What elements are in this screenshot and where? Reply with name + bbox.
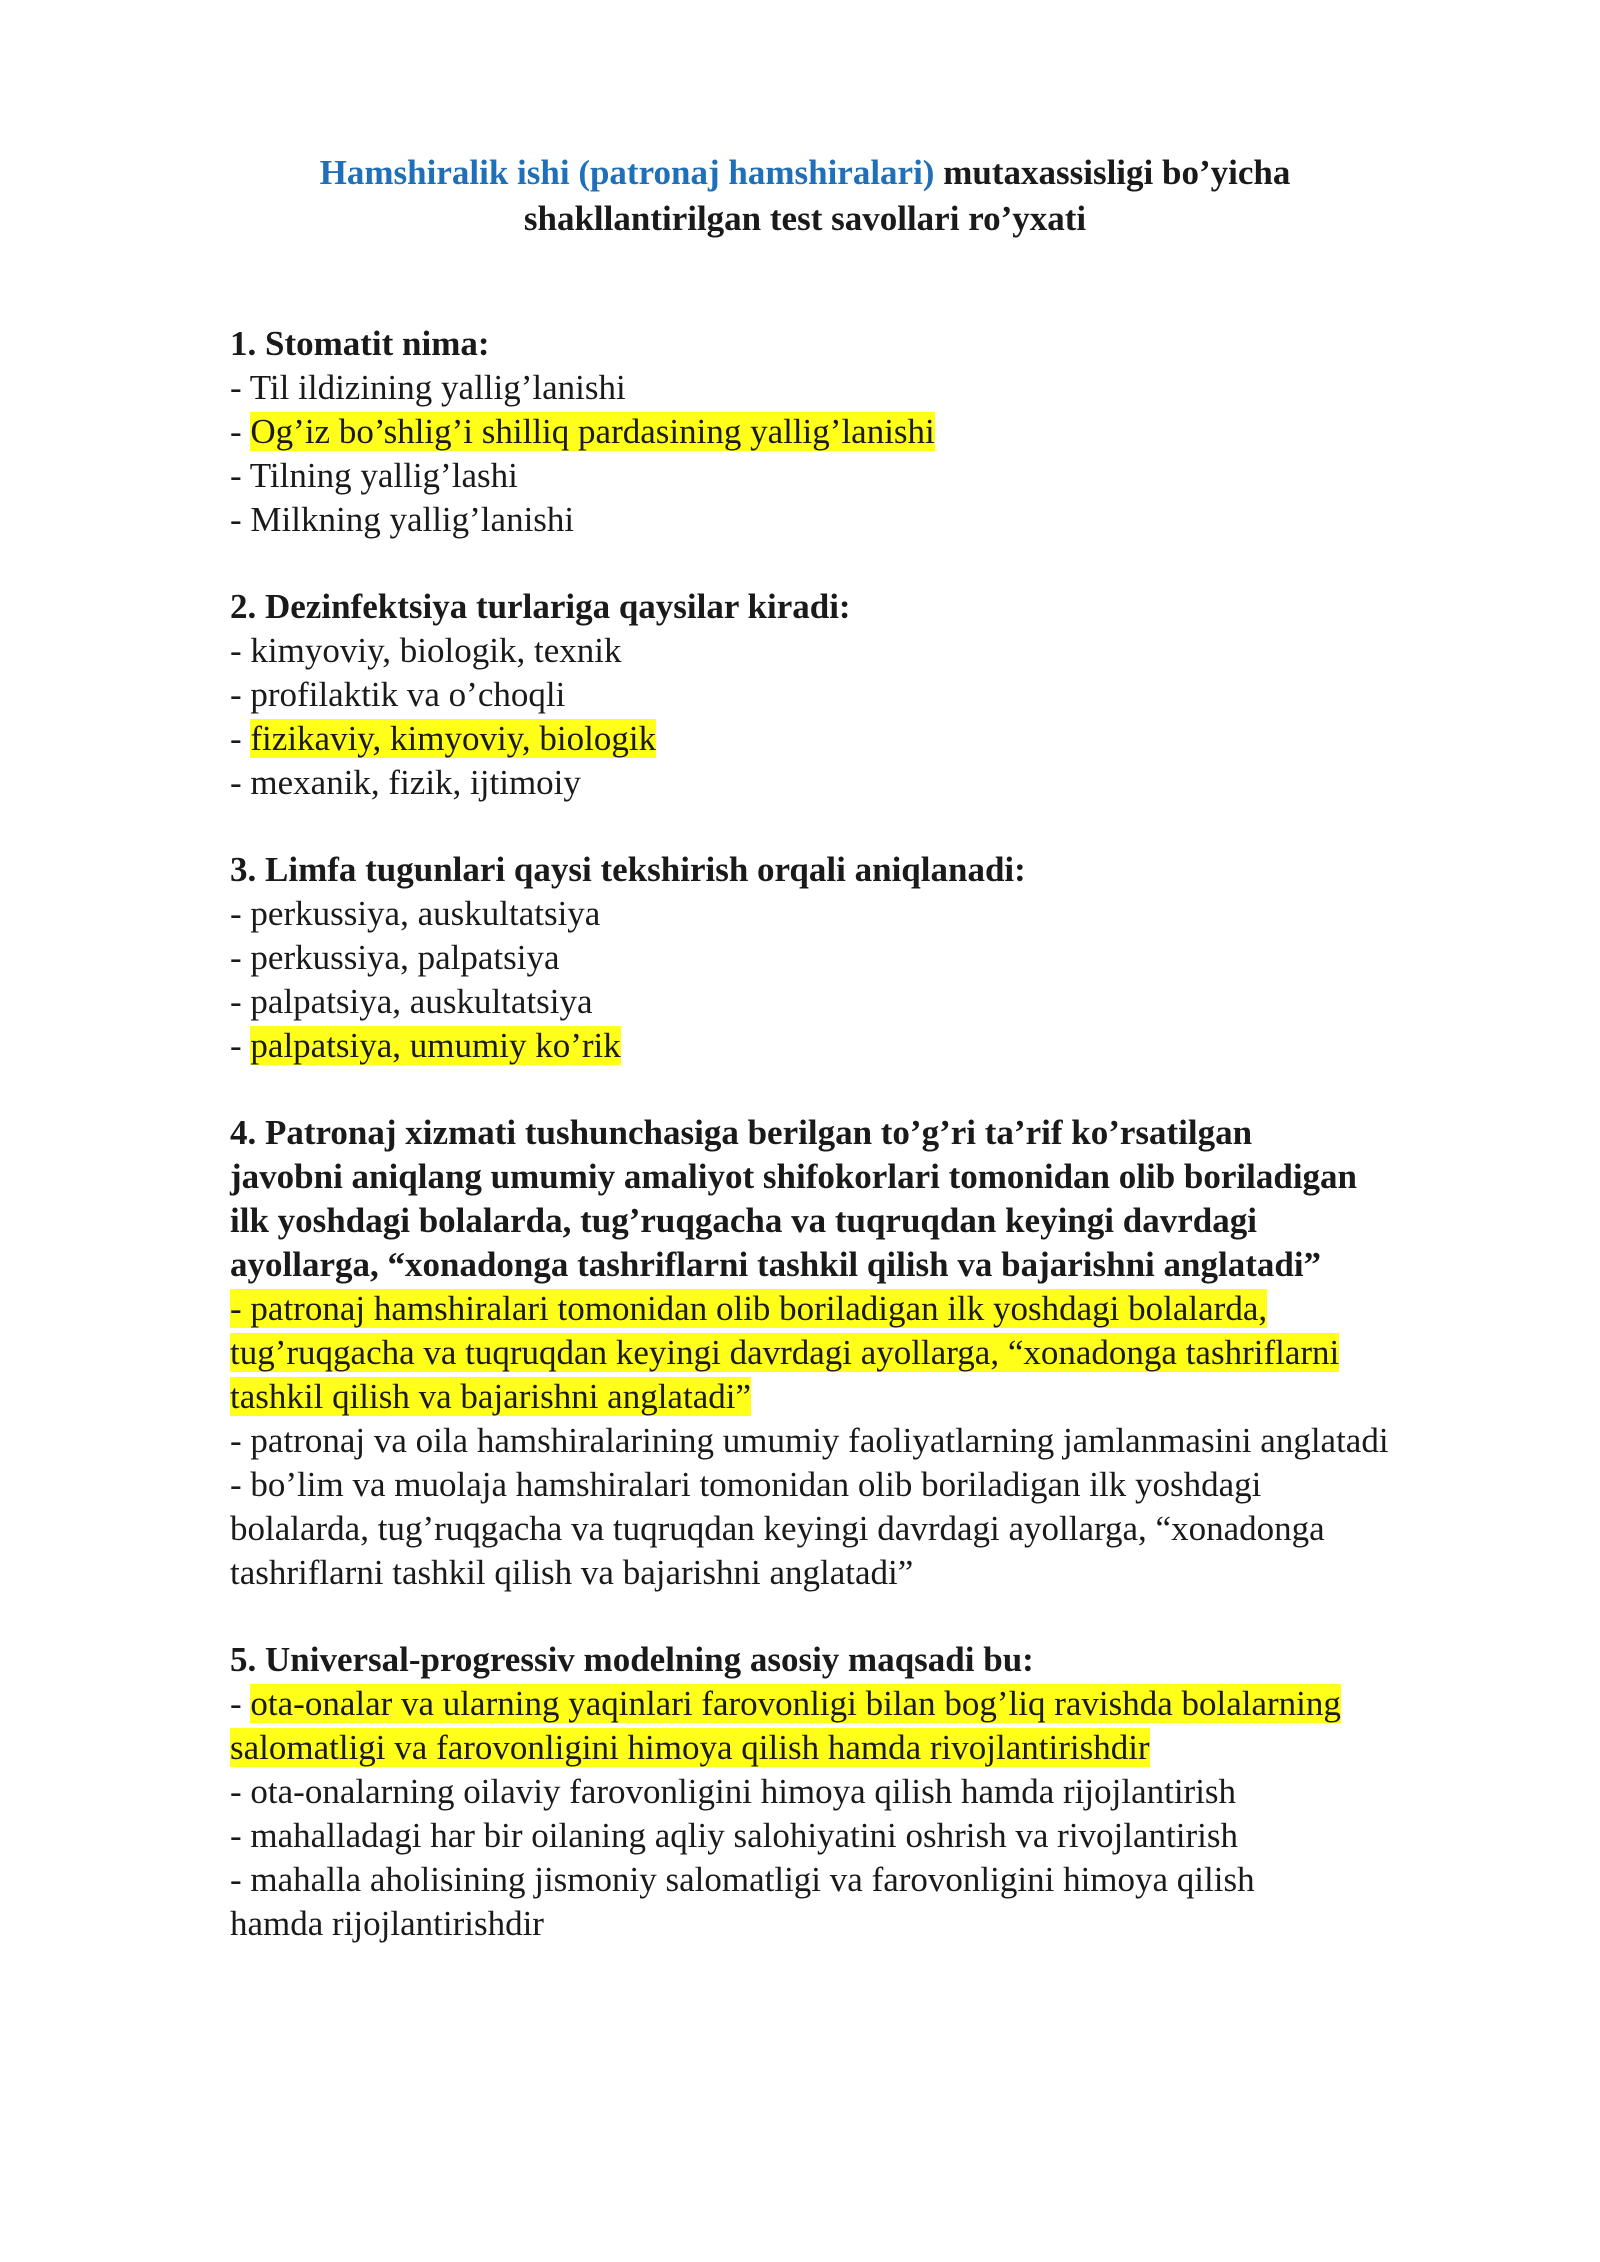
option-text-highlighted: tug’ruqgacha va tuqruqdan keyingi davrdagi ayollarga, “xonadonga tashriflarni (230, 1333, 1340, 1372)
question-2-option-a: - kimyoviy, biologik, texnik (230, 631, 622, 670)
question-4-option-c: - bo’lim va muolaja hamshiralari tomonidan olib boriladigan ilk yoshdagi bolalarda, tug’ruqgacha va tuqruqdan keyingi davrdagi ayollarga, “xonadonga tashriflarni tashkil qilish va bajarishni anglatadi” (230, 1465, 1325, 1592)
option-text-highlighted: palpatsiya, umumiy ko’rik (250, 1026, 621, 1065)
question-1-option-a: - Til ildizining yallig’lanishi (230, 368, 626, 407)
question-2-option-b: - profilaktik va o’choqli (230, 675, 566, 714)
question-5-option-c: - mahalladagi har bir oilaning aqliy salohiyatini oshrish va rivojlantirish (230, 1816, 1238, 1855)
question-4-option-b: - patronaj va oila hamshiralarining umumiy faoliyatlarning jamlanmasini anglatadi (230, 1421, 1389, 1460)
question-5-text: 5. Universal-progressiv modelning asosiy maqsadi bu: (230, 1640, 1034, 1679)
question-1-option-b-correct: - Og’iz bo’shlig’i shilliq pardasining yallig’lanishi (230, 412, 935, 451)
option-text-highlighted: - patronaj hamshiralari tomonidan olib boriladigan ilk yoshdagi bolalarda, (230, 1289, 1268, 1328)
option-text: kimyoviy, biologik, texnik (250, 631, 622, 670)
option-line: bo’lim va muolaja hamshiralari tomonidan olib boriladigan ilk yoshdagi (250, 1465, 1262, 1504)
question-3-text: 3. Limfa tugunlari qaysi tekshirish orqali aniqlanadi: (230, 850, 1026, 889)
question-3-option-c: - palpatsiya, auskultatsiya (230, 982, 593, 1021)
option-line: tashriflarni tashkil qilish va bajarishni anglatadi” (230, 1553, 914, 1592)
question-4-text-line: javobni aniqlang umumiy amaliyot shifokorlari tomonidan olib boriladigan (230, 1157, 1358, 1196)
question-4 (230, 1111, 1500, 1595)
option-line: patronaj hamshiralari tomonidan olib boriladigan ilk yoshdagi bolalarda, (250, 1289, 1268, 1328)
question-4-text (230, 1111, 1500, 1287)
option-text: Tilning yallig’lashi (249, 456, 518, 495)
question-2-option-d: - mexanik, fizik, ijtimoiy (230, 763, 581, 802)
question-1-option-c: - Tilning yallig’lashi (230, 456, 518, 495)
question-2-option-c-correct: - fizikaviy, kimyoviy, biologik (230, 719, 657, 758)
option-line: patronaj va oila hamshiralarining umumiy faoliyatlarning jamlanmasini anglatadi (250, 1421, 1389, 1460)
option-text-highlighted: Og’iz bo’shlig’i shilliq pardasining yallig’lanishi (250, 412, 935, 451)
question-1-text: 1. Stomatit nima: (230, 324, 490, 363)
question-5-option-d: - mahalla aholisining jismoniy salomatligi va farovonligini himoya qilish hamda rijojlantirishdir (230, 1860, 1255, 1943)
question-4-option-a-correct (230, 1287, 1500, 1419)
title-rest-text: mutaxassisligi bo’yicha (934, 153, 1291, 192)
option-line: mahalla aholisining jismoniy salomatligi va farovonligini himoya qilish (250, 1860, 1255, 1899)
question-list (230, 322, 1500, 1989)
question-4-text-line: ilk yoshdagi bolalarda, tug’ruqgacha va tuqruqdan keyingi davrdagi (230, 1201, 1257, 1240)
option-text-highlighted: salomatligi va farovonligini himoya qilish hamda rivojlantirishdir (230, 1728, 1150, 1767)
question-2-text: 2. Dezinfektsiya turlariga qaysilar kiradi: (230, 587, 851, 626)
title-accent-text: Hamshiralik ishi (patronaj hamshiralari) (319, 153, 935, 192)
option-line: ota-onalarning oilaviy farovonligini himoya qilish hamda rijojlantirish (250, 1772, 1237, 1811)
question-3-option-a: - perkussiya, auskultatsiya (230, 894, 601, 933)
option-text: mexanik, fizik, ijtimoiy (250, 763, 581, 802)
question-5-option-a-correct: - ota-onalar va ularning yaqinlari farovonligi bilan bog’liq ravishda bolalarning salomatligi va farovonligini himoya qilish hamda rivojlantirishdir (230, 1684, 1341, 1767)
option-text: palpatsiya, auskultatsiya (250, 982, 593, 1021)
option-text-highlighted: tashkil qilish va bajarishni anglatadi” (230, 1377, 751, 1416)
document-title (230, 150, 1380, 242)
question-1 (230, 322, 1500, 542)
option-line: mahalladagi har bir oilaning aqliy salohiyatini oshrish va rivojlantirish (250, 1816, 1238, 1855)
question-1-option-d: - Milkning yallig’lanishi (230, 500, 575, 539)
question-5-option-b: - ota-onalarning oilaviy farovonligini himoya qilish hamda rijojlantirish (230, 1772, 1237, 1811)
option-text-highlighted: ota-onalar va ularning yaqinlari farovonligi bilan bog’liq ravishda bolalarning (250, 1684, 1341, 1723)
question-4-text-line: ayollarga, “xonadonga tashriflarni tashkil qilish va bajarishni anglatadi” (230, 1245, 1322, 1284)
option-line: hamda rijojlantirishdir (230, 1904, 544, 1943)
option-text: perkussiya, palpatsiya (250, 938, 560, 977)
question-2 (230, 585, 1500, 805)
option-text: profilaktik va o’choqli (250, 675, 566, 714)
question-3 (230, 848, 1500, 1068)
option-text: Til ildizining yallig’lanishi (249, 368, 626, 407)
question-3-option-b: - perkussiya, palpatsiya (230, 938, 560, 977)
question-4-text-line: 4. Patronaj xizmati tushunchasiga berilgan to’g’ri ta’rif ko’rsatilgan (230, 1113, 1253, 1152)
option-text-highlighted: fizikaviy, kimyoviy, biologik (250, 719, 657, 758)
option-text: perkussiya, auskultatsiya (250, 894, 601, 933)
option-text: Milkning yallig’lanishi (250, 500, 575, 539)
title-line-2: shakllantirilgan test savollari ro’yxati (523, 199, 1087, 238)
question-3-option-d-correct: - palpatsiya, umumiy ko’rik (230, 1026, 621, 1065)
question-5 (230, 1638, 1500, 1946)
option-line: bolalarda, tug’ruqgacha va tuqruqdan keyingi davrdagi ayollarga, “xonadonga (230, 1509, 1325, 1548)
